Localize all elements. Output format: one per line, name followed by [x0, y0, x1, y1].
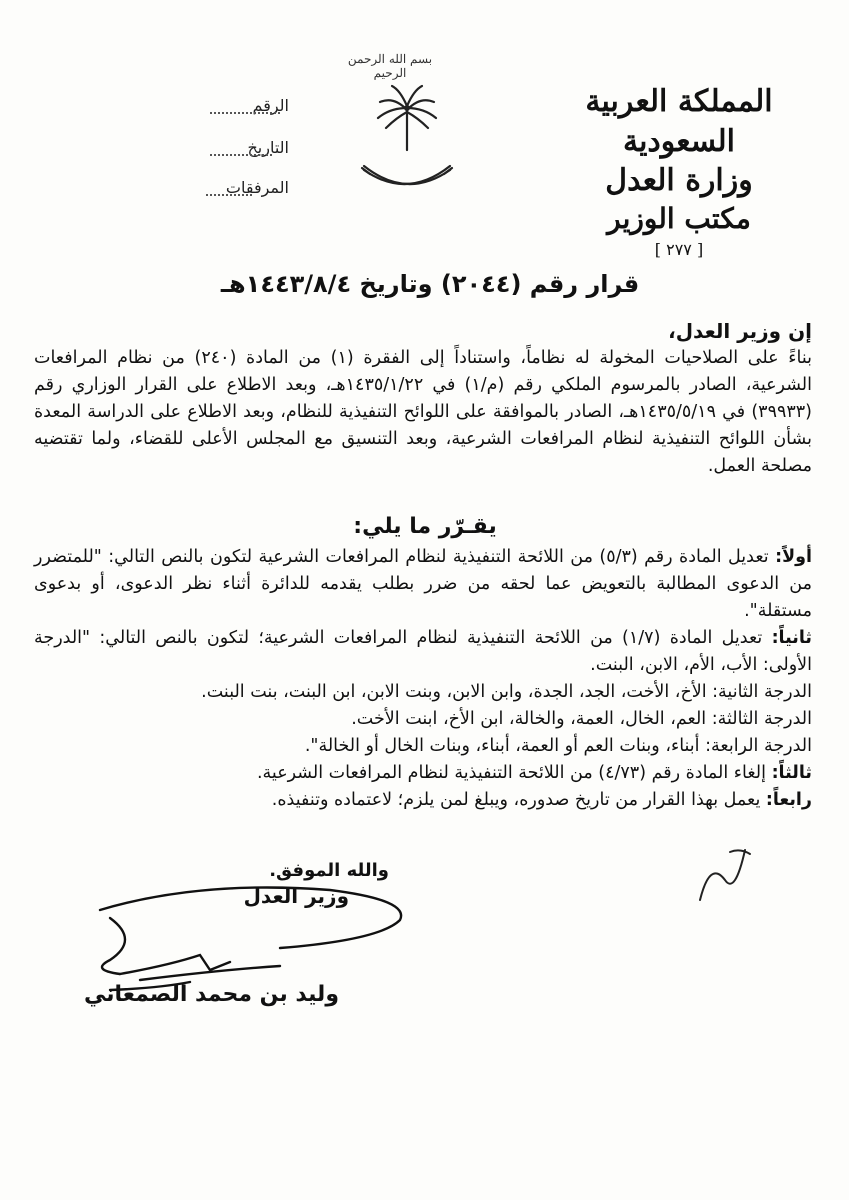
preamble-block — [34, 318, 812, 480]
signatory-title: وزير العدل — [243, 884, 349, 908]
reference-number: [ ٢٧٧ ] — [654, 240, 704, 259]
preamble-text: بناءً على الصلاحيات المخولة له نظاماً، واستناداً إلى الفقرة (١) من المادة (٢٤٠) من نظام المرافعات الشرعية، الصادر بالمرسوم الملكي رقم (م/١) في ١٤٣٥/١/٢٢هـ، وبعد الاطلاع على القرار الوزاري رقم (٣٩٩٣٣) في ١٤٣٥/٥/١٩هـ، الصادر بالموافقة على اللوائح التنفيذية للنظام، وبعد الاطلاع على الدراسة المعدة بشأن اللوائح التنفيذية لنظام المرافعات الشرعية، وبعد التنسيق مع المجلس الأعلى للقضاء، ولما تقتضيه مصلحة العمل. — [34, 348, 813, 476]
attachments-label: المرفقات — [225, 178, 289, 197]
palm-and-swords-emblem-icon — [352, 78, 462, 208]
article-second: ثانياً: تعديل المادة (١/٧) من اللائحة التنفيذية لنظام المرافعات الشرعية؛ لتكون بالنص التالي: "الدرجة الأولى: الأب، الأم، الابن، البنت. — [34, 628, 812, 675]
degree-two: الدرجة الثانية: الأخ، الأخت، الجد، الجدة، وابن الابن، وبنت الابن، ابن البنت، بنت البنت. — [201, 682, 812, 702]
kingdom-name: المملكة العربية السعودية — [585, 84, 773, 159]
article-fourth: رابعاً: يعمل بهذا القرار من تاريخ صدوره، ويبلغ لمن يلزم؛ لاعتماده وتنفيذه. — [271, 790, 812, 810]
degree-three: الدرجة الثالثة: العم، الخال، العمة، والخالة، ابن الأخ، ابنت الأخت. — [351, 709, 812, 729]
basmala: بسم الله الرحمن الرحيم — [347, 52, 433, 80]
number-dots — [210, 112, 280, 114]
issuer-letterhead — [549, 82, 809, 259]
decides-heading: يقـرّر ما يلي: — [353, 514, 497, 539]
article-third: ثالثاً: إلغاء المادة رقم (٤/٧٣) من اللائحة التنفيذية لنظام المرافعات الشرعية. — [256, 763, 812, 783]
degree-four: الدرجة الرابعة: أبناء، وبنات العم أو العمة، أبناء، وبنات الخال أو الخالة". — [304, 736, 812, 756]
office-name: مكتب الوزير — [607, 202, 751, 235]
articles-block — [34, 544, 812, 814]
number-label: الرقم — [252, 96, 289, 115]
attachments-dots — [206, 194, 252, 196]
date-label: التاريخ — [247, 138, 289, 157]
article-first: أولاً: تعديل المادة رقم (٥/٣) من اللائحة التنفيذية لنظام المرافعات الشرعية لتكون بالنص التالي: "للمتضرر من الدعوى المطالبة بالتعويض عما لحقه من ضرر بطلب يقدمه للدائرة أثناء نظر الدعوى، أو بدعوى مستقلة". — [34, 547, 812, 621]
initials-mark-icon — [690, 840, 760, 910]
closing-phrase: والله الموفق. — [269, 860, 389, 881]
salutation: إن وزير العدل، — [668, 319, 812, 343]
date-dots — [210, 154, 272, 156]
signatory-name: وليد بن محمد الصمعاني — [83, 982, 339, 1007]
decree-title: قرار رقم (٢٠٤٤) وتاريخ ١٤٤٣/٨/٤هـ — [220, 270, 640, 298]
ministry-name: وزارة العدل — [605, 163, 753, 198]
